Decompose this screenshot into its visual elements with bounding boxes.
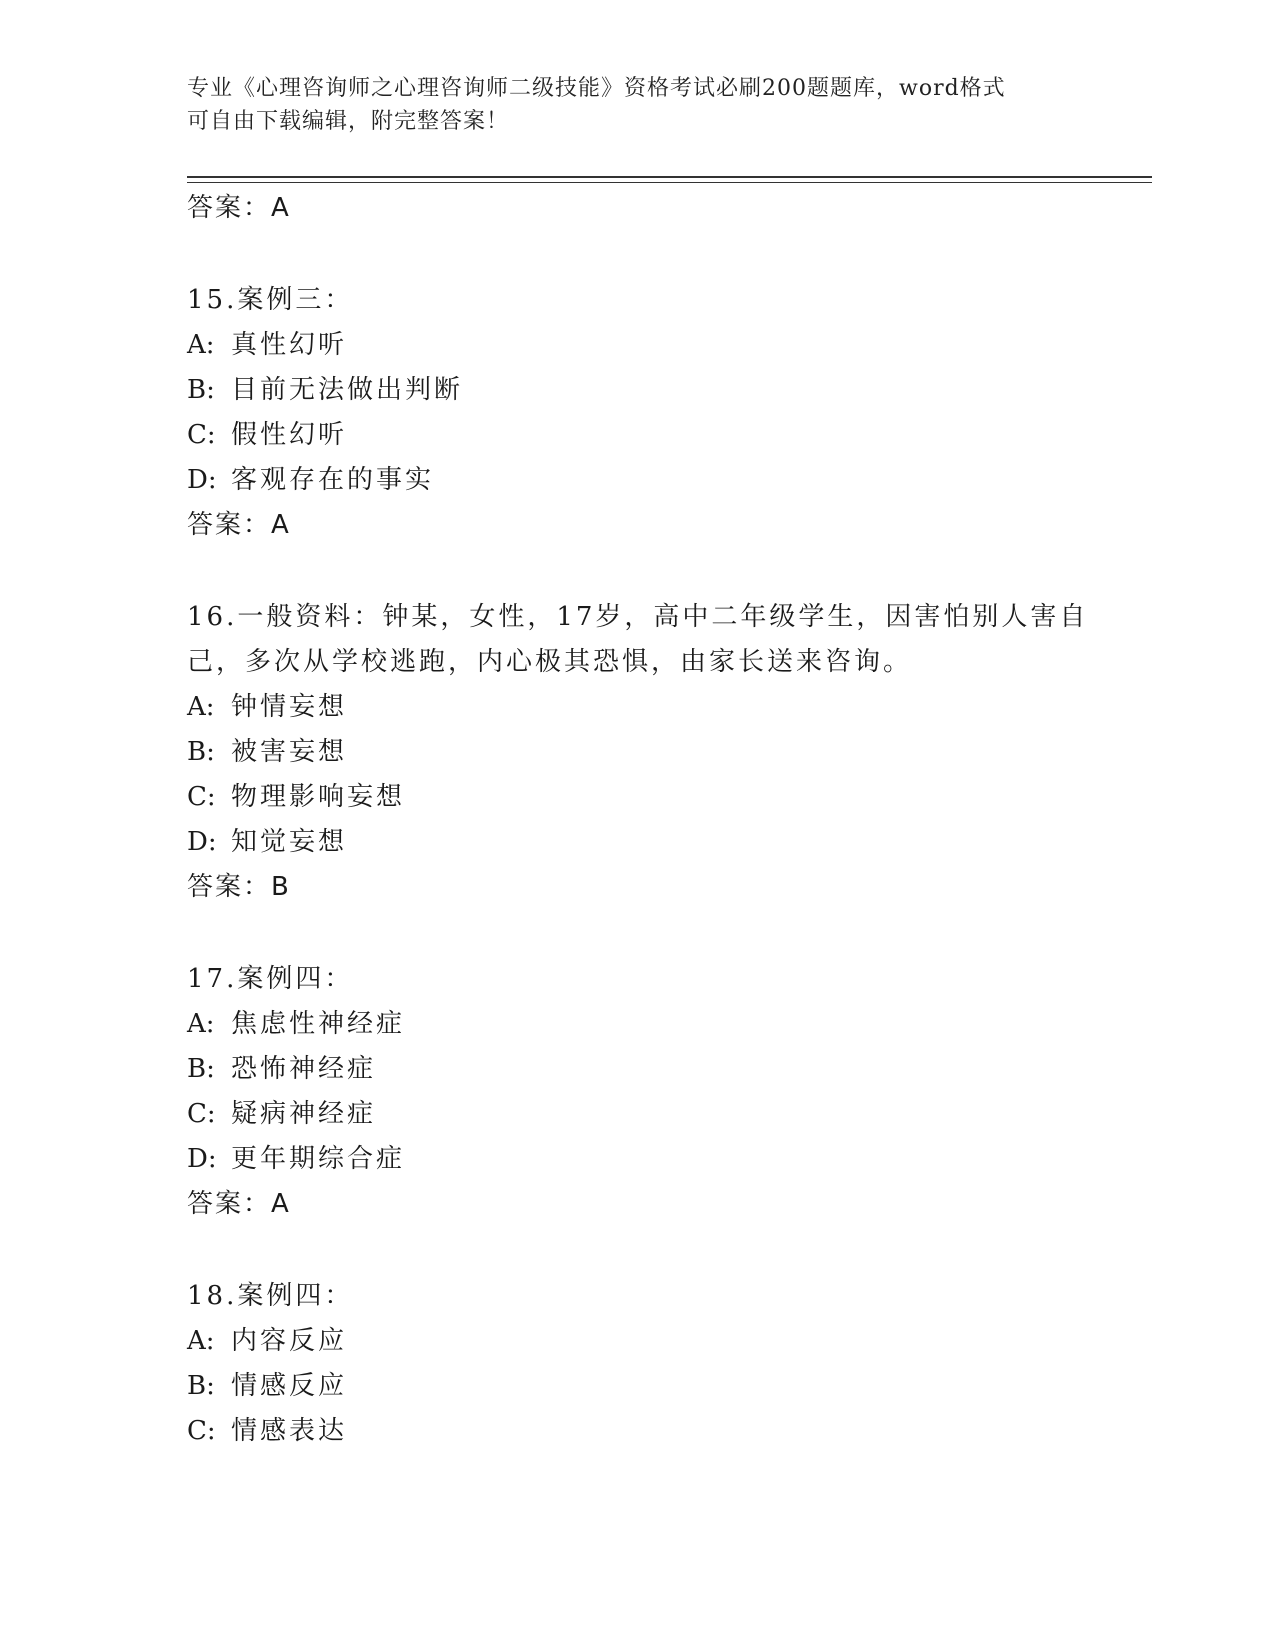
question-stem: 18.案例四： [187, 1281, 354, 1311]
option-text: 目前无法做出判断 [231, 375, 464, 405]
option-letter: D: [187, 1144, 217, 1174]
option-c [187, 782, 405, 812]
option-text: 疑病神经症 [231, 1099, 377, 1129]
header-line-1: 专业《心理咨询师之心理咨询师二级技能》资格考试必刷200题题库，word格式 [187, 76, 1006, 101]
question-stem: 15.案例三： [187, 285, 354, 315]
header-divider-thick [187, 176, 1152, 178]
option-text: 情感反应 [231, 1371, 348, 1401]
option-letter: A: [187, 1326, 215, 1356]
option-text: 物理影响妄想 [231, 782, 406, 812]
option-text: 知觉妄想 [231, 827, 348, 857]
option-c [187, 420, 347, 450]
answer-line: 答案：A [187, 510, 291, 540]
option-d [187, 465, 434, 495]
option-d [187, 1144, 405, 1174]
option-letter: B: [187, 375, 215, 405]
document-header [187, 72, 1087, 138]
option-letter: A: [187, 330, 215, 360]
option-a [187, 330, 347, 360]
option-letter: C: [187, 782, 216, 812]
option-text: 焦虑性神经症 [231, 1009, 406, 1039]
option-letter: B: [187, 1371, 215, 1401]
option-text: 恐怖神经症 [231, 1054, 377, 1084]
option-letter: A: [187, 1009, 215, 1039]
option-text: 钟情妄想 [231, 692, 348, 722]
option-b [187, 375, 463, 405]
question-stem-continued: 己，多次从学校逃跑，内心极其恐惧，由家长送来咨询。 [187, 647, 913, 677]
option-c [187, 1099, 376, 1129]
option-text: 更年期综合症 [231, 1144, 406, 1174]
option-a [187, 1326, 347, 1356]
question-stem: 17.案例四： [187, 964, 354, 994]
option-letter: A: [187, 692, 215, 722]
option-letter: C: [187, 1099, 216, 1129]
option-text: 情感表达 [231, 1416, 348, 1446]
option-text: 被害妄想 [231, 737, 348, 767]
option-letter: D: [187, 827, 217, 857]
header-line-2: 可自由下载编辑，附完整答案！ [187, 109, 510, 134]
option-b [187, 1371, 347, 1401]
option-letter: B: [187, 737, 215, 767]
option-letter: C: [187, 1416, 216, 1446]
header-divider-thin [187, 182, 1152, 183]
option-c [187, 1416, 347, 1446]
option-d [187, 827, 347, 857]
option-a [187, 692, 347, 722]
option-text: 客观存在的事实 [231, 465, 435, 495]
answer-line: 答案：A [187, 1189, 291, 1219]
question-stem: 16.一般资料：钟某，女性，17岁，高中二年级学生，因害怕别人害自 [187, 602, 1089, 632]
answer-line: 答案：B [187, 872, 291, 902]
option-a [187, 1009, 405, 1039]
option-text: 内容反应 [231, 1326, 348, 1356]
option-text: 假性幻听 [231, 420, 348, 450]
option-b [187, 737, 347, 767]
option-b [187, 1054, 376, 1084]
option-text: 真性幻听 [231, 330, 348, 360]
option-letter: D: [187, 465, 217, 495]
answer-line: 答案：A [187, 193, 291, 223]
option-letter: B: [187, 1054, 215, 1084]
option-letter: C: [187, 420, 216, 450]
